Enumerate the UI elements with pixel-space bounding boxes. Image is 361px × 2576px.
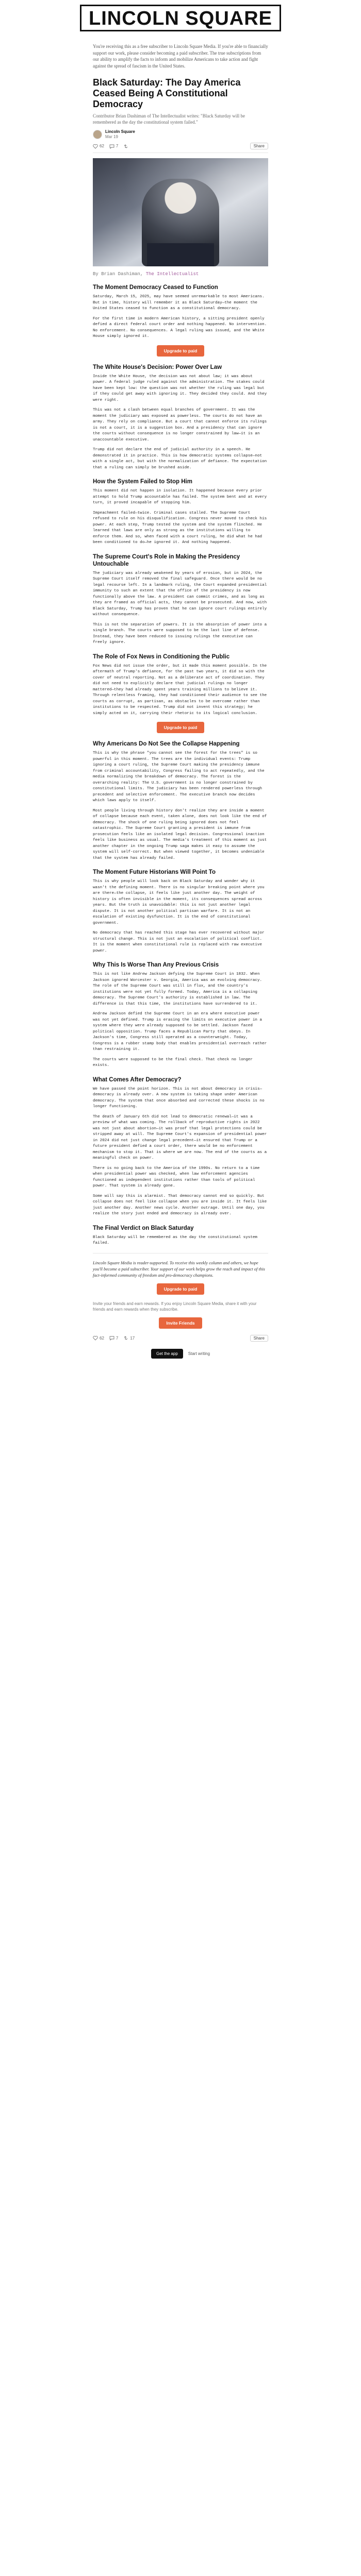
paragraph: There is no going back to the America of the 1990s. No return to a time when presidential power was checked, when law enforcement agencies functioned as independent institutions rather than tools of political power. That system is already gone. xyxy=(93,1166,260,1188)
paragraph: Impeachment failed—twice. Criminal cases stalled. The Supreme Court refused to rule on his disqualification. Congress never moved to check his power. At each step, Trump tested the system and the system flinched. He learned that laws are only as strong as the institutions willing to enforce them. And so, when faced with a court ruling, he did what he had been conditioned to do—he ignored it. And nothing happened. xyxy=(93,511,267,545)
footer-comment-button[interactable] xyxy=(109,1335,118,1341)
like-count: 62 xyxy=(100,144,104,148)
paragraph: No democracy that has reached this stage has ever recovered without major structural change. This is not just an escalation of political conflict. It is the moment when constitutional rule is replaced with raw executive power. xyxy=(93,931,265,953)
footer-actions xyxy=(93,1335,268,1342)
footer-share-button[interactable] xyxy=(250,1335,268,1342)
paragraph: Black Saturday will be remembered as the day the constitutional system failed. xyxy=(93,1235,257,1245)
article-body xyxy=(93,284,268,1247)
paragraph: This is not the separation of powers. It is the absorption of power into a single branch. The courts were supposed to be the last line of defense. Instead, they have been reduced to issuing rulings the executive can freely ignore. xyxy=(93,622,267,645)
section-heading: The Role of Fox News in Conditioning the Public xyxy=(93,653,230,660)
post-date: Mar 19 xyxy=(105,134,118,139)
paragraph: This is not like Andrew Jackson defying the Supreme Court in 1832. When Jackson ignored Worcester v. Georgia, America was an evolving democracy. The role of the Supreme Court was still in flux, and the country's institutions were not yet fully formed. Today, America is a collapsing democracy. The Supreme Court's authority is established in law. The difference is that this time, the institutions have surrendered to it. xyxy=(93,972,262,1006)
paragraph: This is why the phrase "you cannot see the forest for the trees" is so powerful in this moment. The trees are the individual events: Trump ignoring a court ruling, the Supreme Court making the presidency immune from criminal accountability, Congress failing to act repeatedly, and the media normalizing the breakdown of democracy. The forest is the overarching reality: The U.S. government is no longer constrained by constitutional limits. The judiciary has been rendered powerless through precedent and selective enforcement. The executive branch now decides which laws apply to itself. xyxy=(93,751,265,803)
byline xyxy=(93,129,268,140)
comment-icon xyxy=(109,1335,114,1341)
footer-like-count: 62 xyxy=(100,1335,104,1341)
post-subtitle: Contributor Brian Dashiman of The Intellectualist writes: "Black Saturday will be remembered as the day the constitutional system failed." xyxy=(93,113,245,125)
restack-button[interactable] xyxy=(123,144,128,149)
paragraph: This was not a clash between equal branches of government. It was the moment the judiciary was exposed as powerless. The courts do not have an army. They rely on compliance. But a court that cannot enforce its rulings is not a court, it is a suggestion box. And a presidency that can ignore the courts without consequence is no longer constrained by law—it is an unaccountable executive. xyxy=(93,408,267,442)
like-button[interactable] xyxy=(93,144,104,149)
intro-note: You're receiving this as a free subscriber to Lincoln Square Media. If you're able to financially support our work, please consider becoming a paid subscriber. The true subscriptions from our ability to amplify the facts to inform and mobilize Americans to take action and fight against the spread of fascism in the United States. xyxy=(93,44,268,69)
masthead xyxy=(0,0,361,36)
paragraph: Andrew Jackson defied the Supreme Court in an era where executive power was not yet defined. Trump is erasing the limits on executive power in a system where they were already supposed to be settled. Jackson faced political opposition. Trump faces a Republican Party that obeys. In Jackson's time, Congress still operated as a counterweight. Today, Congress is a rubber stamp body that enables presidential overreach rather than restraining it. xyxy=(93,1012,267,1052)
paragraph: Inside the White House, the decision was not about law; it was about power. A federal judge ruled against the administration. The stakes could have been kept low: the question was not whether the ruling was legal but if they could get away with ignoring it. They decided they could. And they were right. xyxy=(93,374,267,402)
paragraph: Trump did not declare the end of judicial authority in a speech. He demonstrated it in practice. This is how democratic systems collapse—not with a single act, but with the normalization of defiance. The expectation that a ruling can simply be brushed aside. xyxy=(93,448,267,470)
comment-icon xyxy=(109,144,114,149)
app-promo xyxy=(93,1349,268,1359)
article-byline xyxy=(93,272,268,277)
section-heading: What Comes After Democracy? xyxy=(93,1076,182,1083)
invite-text: Invite your friends and earn rewards. If you enjoy Lincoln Square Media, share it with your friends and earn rewards when they subscribe. xyxy=(93,1301,257,1312)
section-heading: How the System Failed to Stop Him xyxy=(93,479,192,485)
heart-icon xyxy=(93,144,98,149)
get-app-button[interactable]: Get the app xyxy=(151,1349,183,1359)
article-author: By Brian Dashiman, xyxy=(93,272,143,277)
hero-image xyxy=(93,158,268,266)
upgrade-button[interactable]: Upgrade to paid xyxy=(157,722,205,733)
post-title: Black Saturday: The Day America Ceased Being A Constitutional Democracy xyxy=(93,77,241,109)
invite-friends-button[interactable]: Invite Friends xyxy=(159,1317,202,1329)
paragraph: Some will say this is alarmist. That democracy cannot end so quickly. But collapse does not feel like collapse when you are inside it. It feels like just another day. Another news cycle. Another outrage. Until one day, you realize the story just ended and democracy is already over. xyxy=(93,1194,267,1216)
heart-icon xyxy=(93,1335,98,1341)
section-heading: Why Americans Do Not See the Collapse Happening xyxy=(93,741,240,747)
support-note: Lincoln Square Media is reader-supported. To receive this weekly column and others, we hope you'll become a paid subscriber. Your support of our work helps grow the reach and impact of this fact-informed community of freedom and pro-democracy champions. xyxy=(93,1260,265,1278)
section-heading: The White House's Decision: Power Over Law xyxy=(93,364,222,370)
author-avatar[interactable] xyxy=(93,130,102,139)
paragraph: This is why people will look back on Black Saturday and wonder why it wasn't the defining moment. There is no singular breaking point where you are there—the collapse, it feels like just another day. The weight of history is often invisible in the moment, its consequences spread across years. But the truth is unavoidable: this is not just another legal dispute. It is not another political partisan warfare. It is not an escalation of existing dysfunction. It is the end of constitutional government. xyxy=(93,879,265,925)
footer-like-button[interactable] xyxy=(93,1335,104,1341)
section-heading: Why This Is Worse Than Any Previous Crisis xyxy=(93,962,219,968)
post-container xyxy=(93,43,268,1359)
share-label: Share xyxy=(253,144,265,148)
publication-logo[interactable]: LINCOLN SQUARE xyxy=(80,5,281,31)
paragraph: Fox News did not issue the order, but it made this moment possible. In the aftermath of Trump's defiance, for the past two years, it did so with the cover of neutral reporting. Not as a deliberate act of coordination. They did not need to explicitly declare that judicial rulings no longer mattered—they had already spent years training millions to believe it. Through relentless framing, they had conditioned their audience to see the courts as corrupt, as partisan, as obstacles to be overcome rather than institutions to be respected. Trump did not invent this strategy; he simply acted on it, carrying their rhetoric to its logical conclusion. xyxy=(93,664,267,716)
upgrade-button-footer[interactable]: Upgrade to paid xyxy=(157,1283,205,1295)
paragraph: The judiciary was already weakened by years of erosion, but in 2024, the Supreme Court itself removed the final safeguard. Once there would be no legal recourse left. In a landmark ruling, the Court expanded presidential immunity to such an extent that the office of the presidency is now functionally above the law. A president can commit crimes, and as long as they are framed as official acts, they cannot be prosecuted. And now, with Black Saturday, Trump has proven that he can ignore court rulings entirely without consequence. xyxy=(93,571,267,617)
paragraph: We have passed the point horizon. This is not about democracy in crisis—democracy is already over. A new system is taking shape under American democracy. The system that once absorbed and corrected these shocks is no longer functioning. xyxy=(93,1087,265,1109)
section-heading: The Moment Democracy Ceased to Function xyxy=(93,284,218,291)
start-writing-link[interactable]: Start writing xyxy=(188,1351,210,1356)
footer-restack-button[interactable] xyxy=(123,1335,135,1341)
paragraph: The death of January 6th did not lead to democratic renewal—it was a preview of what was coming. The rollback of reproductive rights in 2022 was not just about abortion—it was proof that legal protections could be stripped away at will. The Supreme Court's expansion of presidential power in 2024 did not just change legal precedent—it ensured that Trump or a future president defied a court order, there would be no enforcement mechanism to stop it. That is where we are now. The end of the courts as a meaningful check on power. xyxy=(93,1114,267,1160)
paragraph: Most people living through history don't realize they are inside a moment of collapse because each event, taken alone, does not look like the end of democracy. The shock of one ruling being ignored does not feel catastrophic. The Supreme Court granting a president is immune from prosecution feels like an isolated legal decision. Congressional inaction feels like business as usual. The media's treatment of this moment as just another chapter in the ongoing Trump saga makes it easy to assume the system will self-correct. But when viewed together, it becomes undeniable that the system has already failed. xyxy=(93,808,267,860)
paragraph: The courts were supposed to be the final check. That check no longer exists. xyxy=(93,1057,253,1067)
section-heading: The Moment Future Historians Will Point To xyxy=(93,869,216,875)
upgrade-button[interactable]: Upgrade to paid xyxy=(157,345,205,357)
post-actions xyxy=(93,143,268,153)
publication-link[interactable]: The Intellectualist xyxy=(145,272,199,277)
footer-share-label: Share xyxy=(253,1335,265,1341)
restack-icon xyxy=(123,1335,128,1341)
author-name[interactable]: Lincoln Square xyxy=(105,129,135,134)
paragraph: This moment did not happen in isolation. It happened because every prior attempt to hold Trump accountable has failed. The system bent and at every turn, it proved incapable of stopping him. xyxy=(93,489,267,505)
comment-count: 7 xyxy=(116,144,119,148)
section-heading: The Supreme Court's Role in Making the Presidency Untouchable xyxy=(93,553,240,567)
paragraph: For the first time in modern American history, a sitting president openly defied a direct federal court order and nothing happened. No intervention. No enforcement. No consequences. A legal ruling was issued, and the White House simply ignored it. xyxy=(93,316,267,338)
byline-text xyxy=(105,129,135,140)
footer-comment-count: 7 xyxy=(116,1335,119,1341)
paragraph: Saturday, March 15, 2025, may have seemed unremarkable to most Americans. But in time, history will remember it as Black Saturday—the moment the United States ceased to function as a constitutional democracy. xyxy=(93,295,265,311)
footer-restack-count: 17 xyxy=(130,1335,135,1341)
comment-button[interactable] xyxy=(109,144,118,149)
section-heading: The Final Verdict on Black Saturday xyxy=(93,1225,194,1231)
share-button[interactable] xyxy=(250,143,268,149)
restack-icon xyxy=(123,144,128,149)
